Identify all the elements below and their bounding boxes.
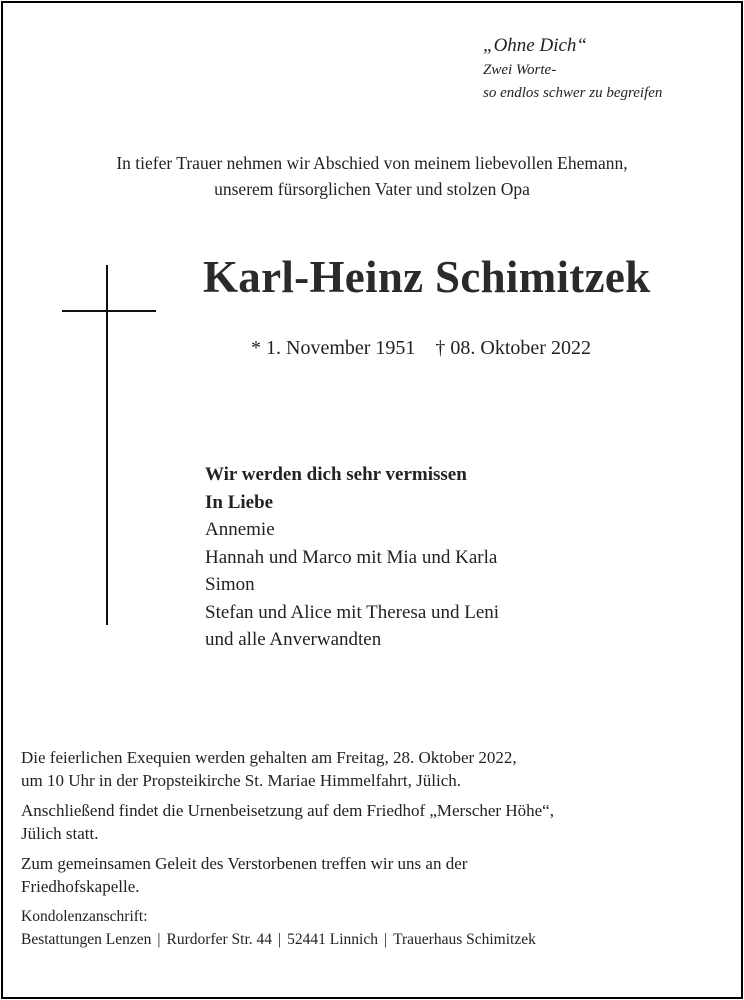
cross-icon-vertical [106, 265, 108, 625]
info-line: um 10 Uhr in der Propsteikirche St. Mariae Himmelfahrt, Jülich. [21, 771, 462, 790]
family-member: und alle Anverwandten [205, 629, 382, 650]
quote-title: „Ohne Dich“ [483, 35, 587, 56]
urne-text [21, 799, 721, 845]
obituary-frame [1, 1, 743, 999]
info-line: Anschließend findet die Urnenbeisetzung auf dem Friedhof „Merscher Höhe“, [21, 801, 554, 820]
death-date: † 08. Oktober 2022 [435, 337, 591, 359]
family-member: Stefan und Alice mit Theresa und Leni [205, 601, 500, 623]
address-part: 52441 Linnich [287, 931, 378, 948]
family-member: Hannah und Marco mit Mia und Karla [205, 546, 498, 568]
address-separator: | [383, 931, 388, 948]
funeral-info [21, 746, 721, 951]
family-member: Annemie [205, 519, 275, 540]
quote-line: Zwei Worte- [483, 62, 557, 78]
quote-block [483, 33, 662, 105]
info-line: Friedhofskapelle. [21, 877, 140, 896]
address-part: Bestattungen Lenzen [21, 931, 152, 948]
cross-icon-horizontal [62, 310, 156, 312]
deceased-name: Karl-Heinz Schimitzek [203, 252, 651, 302]
life-dates [251, 337, 591, 360]
kondolenz-label: Kondolenzanschrift: [21, 908, 148, 925]
intro-text [3, 150, 741, 202]
info-line: Zum gemeinsamen Geleit des Verstorbenen treffen wir uns an der [21, 854, 468, 873]
geleit-text [21, 852, 721, 898]
family-heading: Wir werden dich sehr vermissen [205, 464, 467, 485]
address-part: Rurdorfer Str. 44 [166, 931, 273, 948]
birth-date: * 1. November 1951 [251, 337, 416, 359]
family-member: Simon [205, 574, 255, 595]
address-part: Trauerhaus Schimitzek [393, 931, 536, 948]
exequien-text [21, 746, 721, 792]
quote-line: so endlos schwer zu begreifen [483, 85, 663, 101]
family-heading: In Liebe [205, 491, 274, 513]
kondolenz-address [21, 928, 721, 951]
address-separator: | [157, 931, 161, 948]
info-line: Jülich statt. [21, 824, 99, 843]
intro-line: In tiefer Trauer nehmen wir Abschied von meinem liebevollen Ehemann, [116, 153, 628, 173]
address-separator: | [278, 931, 282, 948]
family-block [205, 461, 499, 654]
intro-line: unserem fürsorglichen Vater und stolzen Opa [214, 179, 530, 199]
info-line: Die feierlichen Exequien werden gehalten am Freitag, 28. Oktober 2022, [21, 748, 517, 767]
